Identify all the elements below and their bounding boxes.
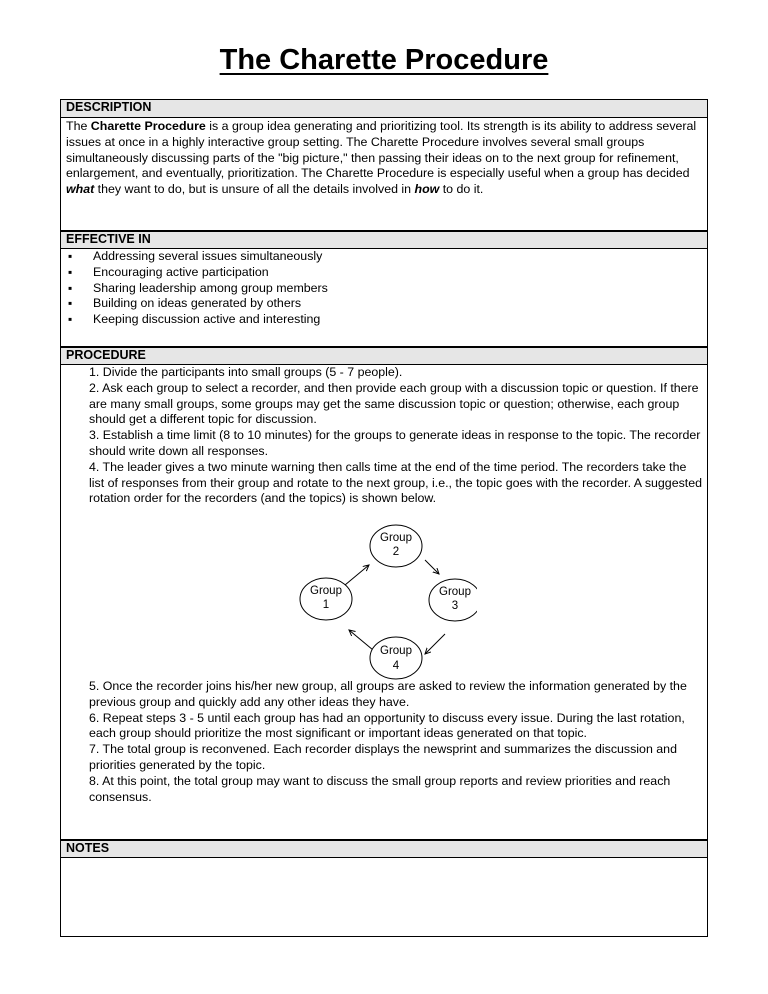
procedure-step: 3. Establish a time limit (8 to 10 minutes) for the groups to generate ideas in response to the topic. The recorder should write down all responses. [89, 428, 701, 458]
procedure-step: 6. Repeat steps 3 - 5 until each group has had an opportunity to discuss every issue. During the last rotation, each group should prioritize the most significant or important ideas generated on that topic. [89, 710, 685, 741]
group-1-number: 1 [322, 599, 330, 611]
group-1-label: Group [310, 585, 342, 597]
procedure-table [60, 99, 708, 937]
arrow-2-to-3 [425, 560, 439, 574]
group-3-label: Group [439, 586, 471, 598]
procedure-step: 7. The total group is reconvened. Each recorder displays the newsprint and summarizes the discussion and priorities generated by the topic. [89, 742, 677, 772]
procedure-step: 5. Once the recorder joins his/her new group, all groups are asked to review the information generated by the previous group and quickly add any other ideas they have. [89, 679, 687, 709]
procedure-step: 4. The leader gives a two minute warning then calls time at the end of the time period. The recorders take the list of responses from their group and rotate to the next group, i.e., the topic goes with the recorder. A suggested rotation order for the recorders (and the topics) is shown below. [89, 459, 703, 506]
effective-in-heading: EFFECTIVE IN [61, 230, 707, 249]
list-item: ▪ Encouraging active participation [66, 265, 702, 281]
procedure-steps-after [61, 679, 707, 805]
list-item: ▪ Addressing several issues simultaneously [66, 249, 702, 265]
group-4-label: Group [380, 645, 412, 657]
group-2-label: Group [380, 532, 412, 544]
group-2-node [370, 525, 422, 567]
group-3-number: 3 [451, 600, 459, 612]
arrow-1-to-2 [345, 565, 369, 585]
group-4-number: 4 [392, 660, 400, 672]
group-1-node [300, 578, 352, 620]
group-3-node [429, 579, 477, 621]
arrow-3-to-4 [425, 634, 445, 654]
notes-body [61, 858, 707, 936]
description-heading: DESCRIPTION [61, 100, 707, 118]
procedure-step: 1. Divide the participants into small groups (5 - 7 people). [89, 365, 403, 379]
group-4-node [370, 637, 422, 679]
procedure-steps-before [61, 365, 707, 507]
procedure-step: 2. Ask each group to select a recorder, and then provide each group with a discussion topic or question. If there are many small groups, some groups may get the same discussion topic or question; otherwise, each group should get a different topic for discussion. [89, 380, 699, 427]
procedure-heading: PROCEDURE [61, 346, 707, 365]
list-item: ▪ Building on ideas generated by others [66, 296, 702, 312]
procedure-step: 8. At this point, the total group may want to discuss the small group reports and review priorities and reach consensus. [89, 773, 671, 804]
page-title: The Charette Procedure [219, 44, 549, 76]
notes-heading: NOTES [61, 839, 707, 858]
arrow-4-to-1 [349, 630, 373, 650]
rotation-diagram [297, 522, 477, 680]
description-body: The Charette Procedure is a group idea generating and prioritizing tool. Its strength is its ability to address several issues at once in a highly interactive group setting. The Charette Procedure involves several small groups simultaneously discussing parts of the "big picture," then passing their ideas on to the next group for refinement, enlargement, and eventually, prioritization. The Charette Procedure is especially useful when a group has decided what they want to do, but is unsure of all the details involved in how to do it. [66, 119, 697, 197]
list-item: ▪ Sharing leadership among group members [66, 281, 702, 297]
list-item: ▪ Keeping discussion active and interesting [66, 312, 702, 328]
effective-in-body [61, 249, 707, 328]
group-2-number: 2 [392, 546, 400, 558]
